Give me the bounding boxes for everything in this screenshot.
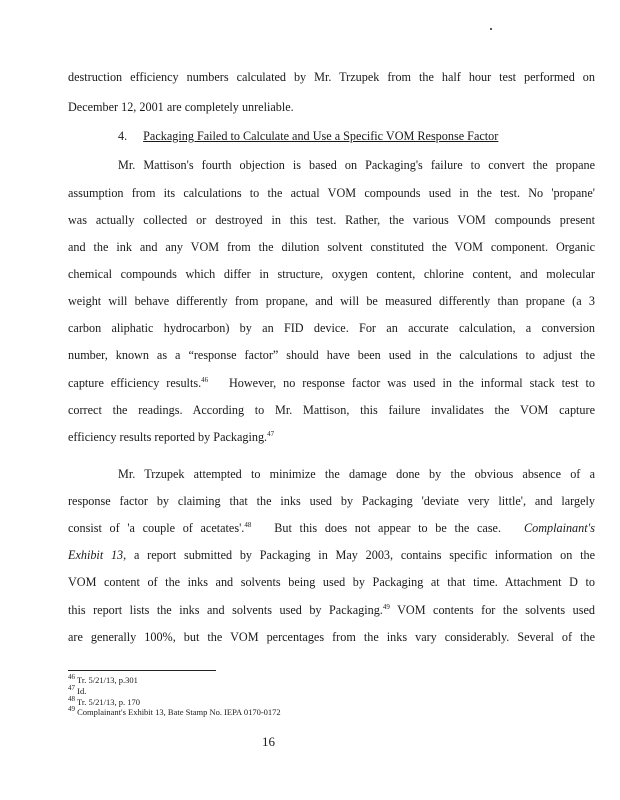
body-line	[68, 521, 595, 535]
body-line: weight will behave differently from propane, and will be measured differently than propane (a 3	[68, 294, 595, 308]
body-line: December 12, 2001 are completely unreliable.	[68, 100, 294, 114]
exhibit-citation: Exhibit 13	[68, 548, 124, 562]
body-line	[68, 548, 595, 562]
line-text: VOM contents for the solvents used	[389, 603, 595, 617]
line-text: capture efficiency results.	[68, 376, 202, 390]
footnote-number: 46	[68, 673, 75, 682]
body-line: VOM content of the inks and solvents being used by Packaging at that time. Attachment D to	[68, 575, 595, 589]
line-text: consist of 'a couple of acetates'.	[68, 521, 245, 535]
footnote-number: 47	[68, 684, 75, 693]
footnote-text: Id.	[77, 686, 87, 696]
footnote-ref[interactable]: 48	[244, 520, 252, 529]
line-text: , a report submitted by Packaging in May 2003, contains specific information on the	[123, 548, 596, 562]
body-line: Mr. Trzupek attempted to minimize the damage done by the obvious absence of a	[118, 467, 595, 481]
body-line: correct the readings. According to Mr. Mattison, this failure invalidates the VOM capture	[68, 403, 595, 417]
page-number: 16	[262, 734, 275, 749]
body-line: and the ink and any VOM from the dilution solvent constituted the VOM component. Organic	[68, 240, 595, 254]
footnote-text: Tr. 5/21/13, p.301	[76, 675, 138, 685]
footnote-ref[interactable]: 47	[267, 429, 275, 438]
line-text: this report lists the inks and solvents used by Packaging.	[68, 603, 383, 617]
footnote-ref[interactable]: 46	[201, 375, 209, 384]
body-line: are generally 100%, but the VOM percentages from the inks vary considerably. Several of the	[68, 630, 595, 644]
body-line: destruction efficiency numbers calculated by Mr. Trzupek from the half hour test performed on	[68, 70, 595, 84]
section-heading	[118, 129, 620, 143]
footnote-number: 48	[68, 695, 75, 704]
line-text: But this does not appear to be the case.	[251, 521, 524, 535]
body-line: number, known as a “response factor” should have been used in the calculations to adjust the	[68, 348, 595, 362]
footnote	[68, 697, 140, 707]
line-text: efficiency results reported by Packaging.	[68, 430, 268, 444]
body-line: assumption from its calculations to the actual VOM compounds used in the test. No 'propane'	[68, 186, 595, 200]
line-text: However, no response factor was used in the informal stack test to	[208, 376, 595, 390]
body-line: chemical compounds which differ in structure, oxygen content, chlorine content, and molecular	[68, 267, 595, 281]
footnote-ref[interactable]: 49	[382, 602, 390, 611]
exhibit-citation: Complainant's	[523, 521, 595, 535]
body-line: was actually collected or destroyed in this test. Rather, the various VOM compounds present	[68, 213, 595, 227]
body-line	[68, 430, 595, 444]
heading-number: 4.	[118, 129, 128, 143]
body-line: response factor by claiming that the inks used by Packaging 'deviate very little', and largely	[68, 494, 595, 508]
heading-title: Packaging Failed to Calculate and Use a Specific VOM Response Factor	[143, 129, 499, 143]
body-line: Mr. Mattison's fourth objection is based on Packaging's failure to convert the propane	[118, 158, 595, 172]
footnote-text: Tr. 5/21/13, p. 170	[76, 697, 140, 707]
footnote-number: 49	[68, 705, 75, 714]
body-line	[68, 376, 595, 390]
footnote	[68, 707, 281, 717]
footnote-divider	[68, 670, 216, 671]
footnote-text: Complainant's Exhibit 13, Bate Stamp No. IEPA 0170-0172	[77, 707, 281, 717]
scan-speck	[490, 28, 492, 30]
footnote	[68, 675, 138, 685]
body-line: carbon aliphatic hydrocarbon) by an FID device. For an accurate calculation, a conversion	[68, 321, 595, 335]
body-line	[68, 603, 595, 617]
